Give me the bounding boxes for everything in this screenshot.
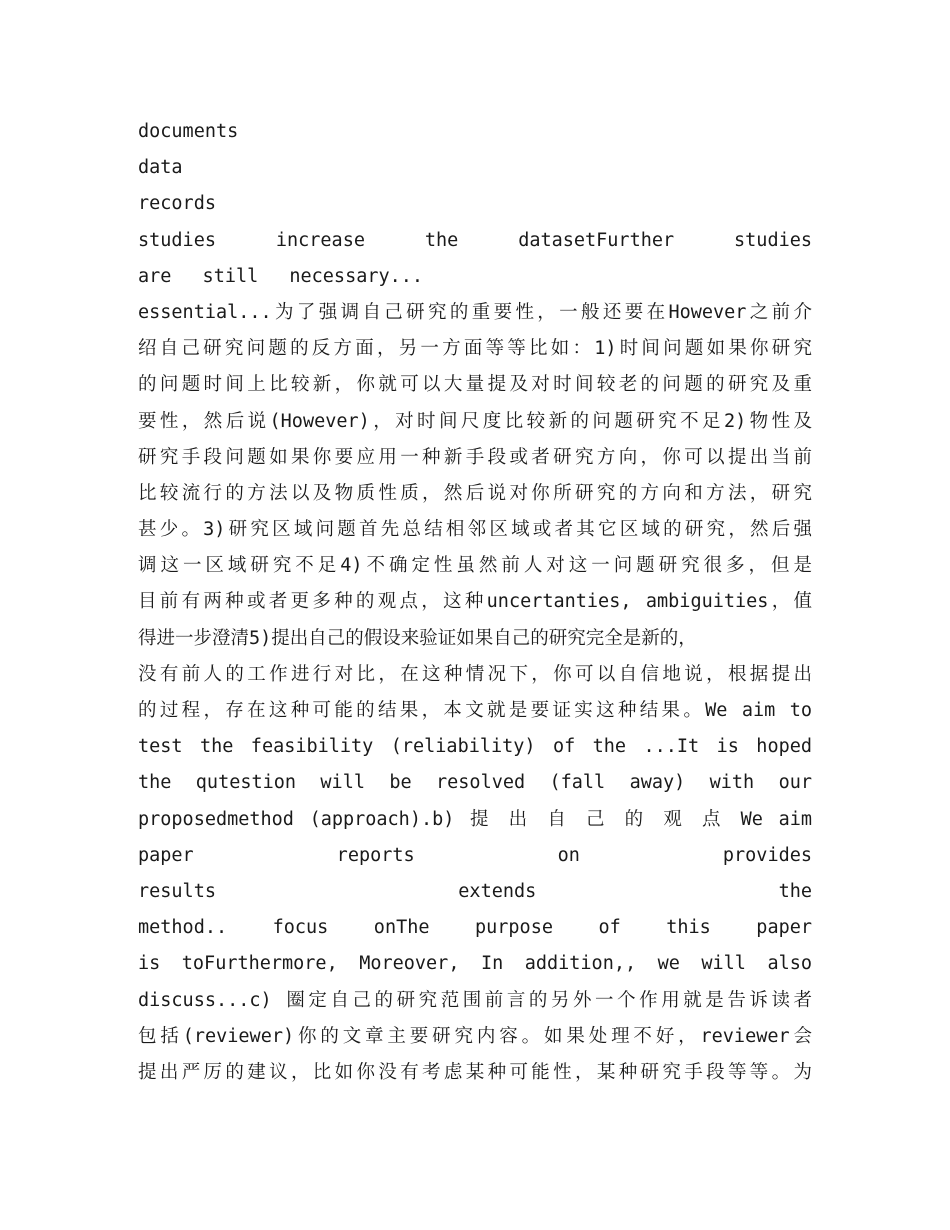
text-line: 比较流行的方法以及物质性质，然后说对你所研究的方向和方法，研究: [138, 482, 812, 504]
body-text: [138, 114, 812, 1091]
text-line: is toFurthermore, Moreover, In addition,, we will also: [138, 953, 812, 975]
text-line: 得进一步澄清5)提出自己的假设来验证如果自己的研究完全是新的，: [138, 627, 697, 649]
text-line: data: [138, 157, 183, 179]
text-line: studies increase the datasetFurther studies: [138, 229, 812, 251]
text-line: 包括(reviewer)你的文章主要研究内容。如果处理不好，reviewer会: [138, 1025, 812, 1047]
text-line: records: [138, 193, 216, 215]
text-line: 调这一区域研究不足4)不确定性虽然前人对这一问题研究很多，但是: [138, 555, 812, 577]
text-line: the qutestion will be resolved (fall away) with our: [138, 772, 812, 794]
text-line: 研究手段问题如果你要应用一种新手段或者研究方向，你可以提出当前: [138, 446, 812, 468]
text-line: essential...为了强调自己研究的重要性，一般还要在However之前介: [138, 301, 812, 323]
text-line: paper reports on provides: [138, 844, 812, 866]
text-line: 的问题时间上比较新，你就可以大量提及对时间较老的问题的研究及重: [138, 374, 812, 396]
text-line: 要性，然后说(However)，对时间尺度比较新的问题研究不足2)物性及: [138, 410, 812, 432]
text-line: 目前有两种或者更多种的观点，这种uncertanties, ambiguities，值: [138, 591, 812, 613]
text-line: 甚少。3)研究区域问题首先总结相邻区域或者其它区域的研究，然后强: [138, 519, 812, 541]
text-line: results extends the: [138, 880, 812, 902]
text-line: method.. focus onThe purpose of this paper: [138, 917, 812, 939]
text-line: 的过程，存在这种可能的结果，本文就是要证实这种结果。We aim to: [138, 700, 812, 721]
text-line: proposedmethod (approach).b) 提 出 自 己 的 观 点 We aim: [138, 808, 812, 830]
text-line: documents: [138, 121, 239, 142]
text-line: 提出严厉的建议，比如你没有考虑某种可能性，某种研究手段等等。为: [138, 1061, 812, 1083]
text-line: 绍自己研究问题的反方面，另一方面等等比如：1)时间问题如果你研究: [138, 338, 812, 360]
text-line: test the feasibility (reliability) of the ...It is hoped: [138, 736, 812, 758]
text-line: 没有前人的工作进行对比，在这种情况下，你可以自信地说，根据提出: [138, 663, 812, 685]
text-line: discuss...c) 圈定自己的研究范围前言的另外一个作用就是告诉读者: [138, 989, 812, 1011]
text-line: are still necessary...: [138, 265, 424, 287]
